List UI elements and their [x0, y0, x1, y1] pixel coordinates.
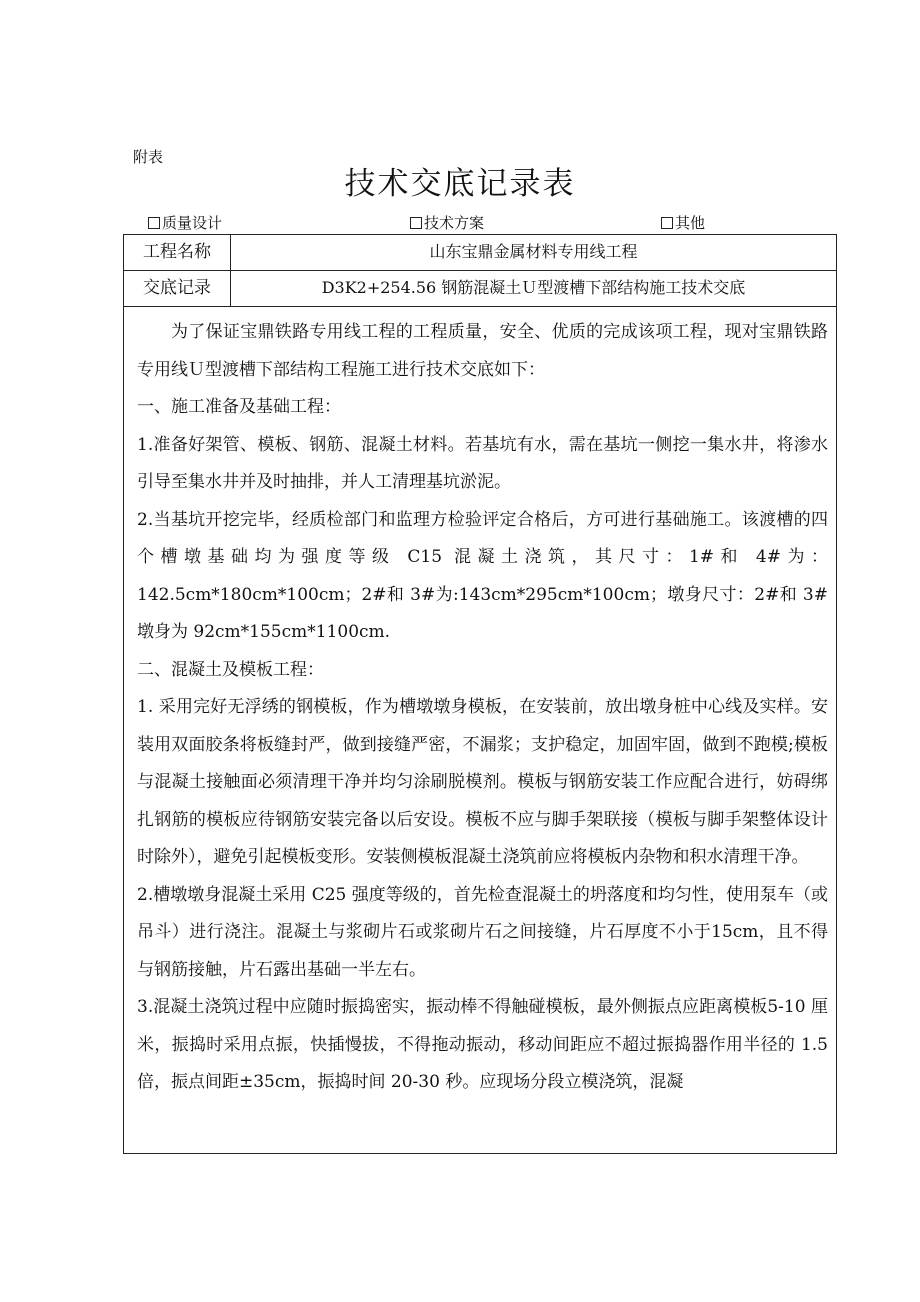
- checkbox-label: 技术方案: [424, 214, 485, 232]
- checkbox-square-icon: [661, 217, 673, 229]
- checkbox-square-icon: [410, 217, 422, 229]
- section-2-item-1: 1. 采用完好无浮绣的钢模板，作为槽墩墩身模板，在安装前，放出墩身桩中心线及实样。安装用双面胶条将板缝封严，做到接缝严密，不漏浆；支护稳定，加固牢固，做到不跑模;模板与混凝土接触面必须清理干净并均匀涂刷脱模剂。模板与钢筋安装工作应配合进行，妨碍绑扎钢筋的模板应待钢筋安装完备以后安设。模板不应与脚手架联接（模板与脚手架整体设计时除外），避免引起模板变形。安装侧模板混凝土浇筑前应将模板内杂物和积水清理干净。: [137, 697, 828, 867]
- record-value: D3K2+254.56 钢筋混凝土Ｕ型渡槽下部结构施工技术交底: [321, 278, 746, 297]
- table-row-project: [124, 235, 836, 271]
- checkbox-quality-design[interactable]: [148, 212, 222, 233]
- intro-paragraph: 为了保证宝鼎铁路专用线工程的工程质量，安全、优质的完成该项工程，现对宝鼎铁路专用线Ｕ型渡槽下部结构工程施工进行技术交底如下：: [137, 322, 828, 380]
- briefing-content: [137, 314, 828, 1102]
- section-1-item-1: 1.准备好架管、模板、钢筋、混凝土材料。若基坑有水，需在基坑一侧挖一集水井，将渗水引导至集水井并及时抽排，并人工清理基坑淤泥。: [137, 434, 828, 492]
- record-label: 交底记录: [124, 271, 231, 306]
- section-2-heading: 二、混凝土及模板工程：: [137, 659, 324, 680]
- checkbox-technical-plan[interactable]: [410, 212, 484, 233]
- checkbox-label: 其他: [675, 214, 706, 232]
- checkbox-label: 质量设计: [162, 214, 223, 232]
- project-name-value: 山东宝鼎金属材料专用线工程: [429, 242, 638, 261]
- checkbox-other[interactable]: [661, 212, 705, 233]
- project-name-label: 工程名称: [124, 235, 231, 270]
- section-2-item-2: 2.槽墩墩身混凝土采用 C25 强度等级的，首先检查混凝土的坍落度和均匀性，使用泵车（或吊斗）进行浇注。混凝土与浆砌片石或浆砌片石之间接缝，片石厚度不小于15cm，且不得与钢筋接触，片石露出基础一半左右。: [137, 884, 828, 980]
- checkbox-square-icon: [148, 217, 160, 229]
- appendix-label: 附表: [133, 148, 164, 166]
- checkbox-row: [148, 212, 768, 232]
- table-row-record: [124, 271, 836, 307]
- section-2-item-3: 3.混凝土浇筑过程中应随时振捣密实，振动棒不得触碰模板，最外侧振点应距离模板5-10 厘米，振捣时采用点振，快插慢拔，不得拖动振动，移动间距应不超过振捣器作用半径的 1.5 倍，振点间距±35cm，振捣时间 20-30 秒。应现场分段立模浇筑，混凝: [137, 997, 828, 1092]
- section-1-item-2: 2.当基坑开挖完毕，经质检部门和监理方检验评定合格后，方可进行基础施工。该渡槽的四个槽墩基础均为强度等级 C15 混凝土浇筑，其尺寸：1#和 4#为：142.5cm*180cm*100cm；2#和 3#为:143cm*295cm*100cm；墩身尺寸：2#和 3#墩身为 92cm*155cm*1100cm.: [137, 509, 828, 642]
- document-title: 技术交底记录表: [344, 166, 576, 202]
- record-table: [123, 234, 837, 1154]
- section-1-heading: 一、施工准备及基础工程：: [137, 397, 341, 417]
